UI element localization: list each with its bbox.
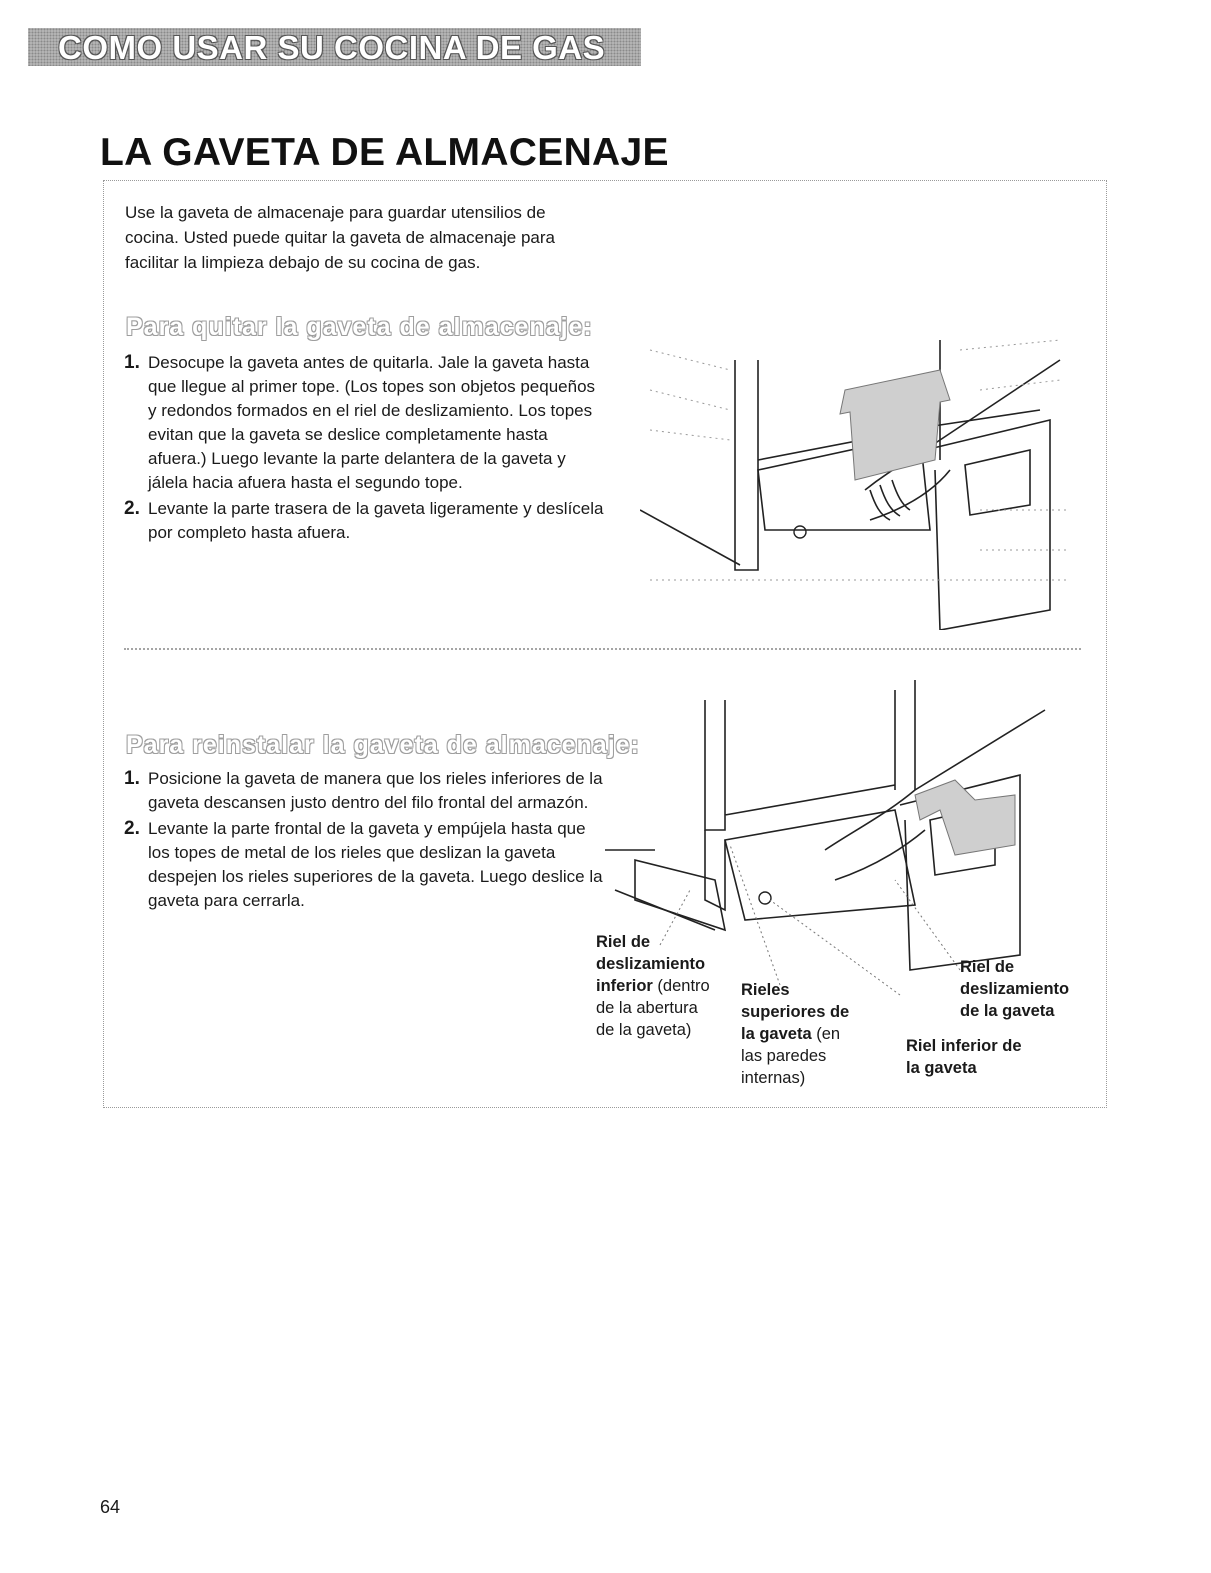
reinstall-heading: Para reinstalar la gaveta de almacenaje: [126, 731, 640, 759]
reinstall-steps [124, 767, 604, 915]
stop-knob [794, 526, 806, 538]
range-cabinet-line [735, 360, 758, 570]
drawer-box [725, 810, 915, 920]
callout-lower-slide-rail-line5: de la gaveta) [596, 1021, 692, 1039]
callout-upper-rails-line4: las paredes [741, 1047, 827, 1065]
remove-step-1 [124, 351, 604, 495]
remove-step-2 [124, 497, 604, 545]
drawer-removal-illustration [640, 330, 1080, 630]
reinstall-step-1 [124, 767, 604, 815]
intro-paragraph: Use la gaveta de almacenaje para guardar utensilios de cocina. Usted puede quitar la gaveta de almacenaje para facilitar la limpieza debajo de su cocina de gas. [125, 203, 556, 272]
remove-steps [124, 351, 604, 547]
section-divider [124, 648, 1081, 650]
callout-lower-slide-rail [596, 931, 710, 1041]
remove-step-2-text: Levante la parte trasera de la gaveta ligeramente y deslícela por completo hasta afuera. [148, 499, 604, 542]
lower-rail-piece [635, 860, 725, 930]
callout-lower-slide-rail-line3-rest: (dentro [652, 977, 710, 995]
reinstall-step-1-text: Posicione la gaveta de manera que los rieles inferiores de la gaveta descansen justo dentro del filo frontal del armazón. [148, 769, 603, 812]
callout-upper-rails-line1: Rieles [741, 981, 790, 999]
arrow-hatched [840, 370, 950, 480]
reinstall-step-2-text: Levante la parte frontal de la gaveta y empújela hasta que los topes de metal de los rieles que deslizan la gaveta despejen los rieles superiores de la gaveta. Luego deslice la gaveta para cerrarla. [148, 819, 603, 910]
hand-fingers [870, 480, 910, 520]
arrow-hatched [915, 780, 1015, 855]
remove-step-1-number: 1. [124, 352, 140, 373]
remove-step-2-number: 2. [124, 498, 140, 519]
page-title: LA GAVETA DE ALMACENAJE [100, 131, 669, 174]
floor-line [640, 510, 740, 565]
callout-drawer-lower-rail [906, 1035, 1022, 1079]
callout-lower-slide-rail-line1: Riel de [596, 933, 651, 951]
cabinet-base [705, 830, 725, 910]
section-banner [28, 28, 641, 66]
section-banner-text: COMO USAR SU COCINA DE GAS [58, 29, 606, 66]
remove-heading: Para quitar la gaveta de almacenaje: [126, 313, 593, 341]
floor-edge [605, 850, 715, 930]
cabinet-frame [705, 680, 915, 830]
drawer-handle [965, 450, 1030, 515]
callout-upper-rails-line5: internas) [741, 1069, 806, 1087]
callout-upper-rails-line3-bold: la gaveta [741, 1025, 812, 1043]
reinstall-step-2 [124, 817, 604, 913]
reinstall-step-2-number: 2. [124, 818, 140, 839]
stop-knob [759, 892, 771, 904]
callout-drawer-slide-rail-line2: deslizamiento [960, 980, 1070, 998]
callout-lower-slide-rail-line4: de la abertura [596, 999, 698, 1017]
callout-drawer-slide-rail [960, 956, 1069, 1022]
callout-lower-slide-rail-line2: deslizamiento [596, 955, 706, 973]
remove-step-1-text: Desocupe la gaveta antes de quitarla. Jale la gaveta hasta que llegue al primer tope. (Los topes son objetos pequeños y redondos formados en el riel de deslizamiento. Los topes evitan que la gaveta se deslice completamente hasta afuera.) Luego levante la parte delantera de la gaveta y jálela hacia afuera hasta el segundo tope. [148, 353, 596, 492]
callout-lower-slide-rail-line3-bold: inferior [596, 977, 653, 995]
callout-drawer-slide-rail-line3: de la gaveta [960, 1002, 1055, 1020]
callout-upper-rails [741, 979, 849, 1089]
callout-drawer-lower-rail-line1: Riel inferior de [906, 1037, 1022, 1055]
drawer-front-panel [925, 420, 1050, 630]
callout-drawer-lower-rail-line2: la gaveta [906, 1059, 977, 1077]
reinstall-step-1-number: 1. [124, 768, 140, 789]
page-number: 64 [100, 1497, 121, 1517]
callout-drawer-slide-rail-line1: Riel de [960, 958, 1015, 976]
callout-upper-rails-line2: superiores de [741, 1003, 850, 1021]
callout-upper-rails-line3-rest: (en [811, 1025, 841, 1043]
